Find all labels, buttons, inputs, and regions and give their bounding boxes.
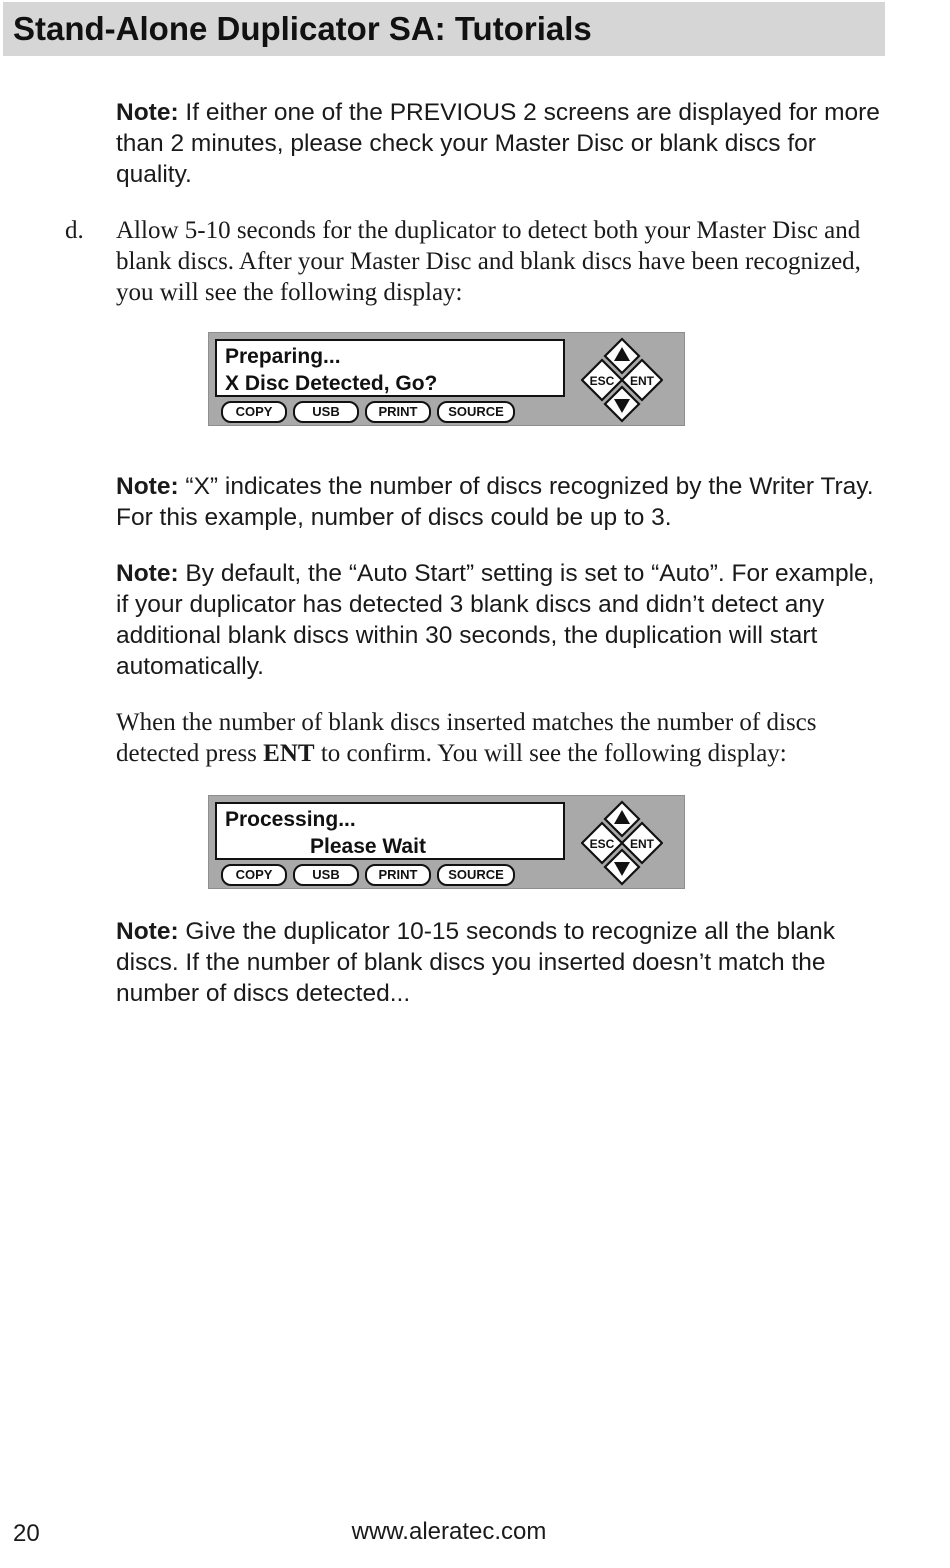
confirm-paragraph — [116, 707, 856, 769]
source-button[interactable]: SOURCE — [437, 401, 515, 423]
lcd-button-row — [221, 401, 515, 423]
note-text: If either one of the PREVIOUS 2 screens are displayed for more than 2 minutes, please check your Master Disc or blank discs for quality. — [116, 99, 880, 188]
usb-button[interactable]: USB — [293, 864, 359, 886]
footer-url-link[interactable]: www.aleratec.com — [351, 1518, 547, 1545]
lcd-display-processing — [208, 795, 685, 889]
step-letter-d: d. — [65, 217, 84, 244]
page-header — [3, 2, 885, 56]
ent-keyword: ENT — [263, 740, 315, 767]
confirm-text-before: When the number of blank discs inserted matches the number of discs detected press — [116, 709, 817, 767]
page-title: Stand-Alone Duplicator SA: Tutorials — [13, 10, 592, 47]
lcd-line-2: Please Wait — [310, 835, 426, 858]
confirm-text-after: to confirm. You will see the following display: — [314, 740, 787, 767]
usb-button[interactable]: USB — [293, 401, 359, 423]
esc-key-label: ESC — [589, 837, 615, 851]
note-label: Note: — [116, 918, 179, 945]
keypad-icon — [581, 337, 663, 423]
lcd-line-1: Processing... — [225, 808, 356, 831]
note-label: Note: — [116, 99, 179, 126]
ent-key-label: ENT — [630, 374, 654, 388]
note-text: By default, the “Auto Start” setting is set to “Auto”. For example, if your duplicator has detected 3 blank discs and didn’t detect any additional blank discs within 30 seconds, the duplication will start automatically. — [116, 560, 875, 680]
note-auto-start — [116, 558, 888, 682]
lcd-line-2: X Disc Detected, Go? — [225, 372, 438, 395]
lcd-screen — [215, 802, 565, 860]
print-button[interactable]: PRINT — [365, 864, 431, 886]
keypad-icon — [581, 800, 663, 886]
source-button[interactable]: SOURCE — [437, 864, 515, 886]
lcd-line-1: Preparing... — [225, 345, 341, 368]
note-text: “X” indicates the number of discs recognized by the Writer Tray. For this example, number of discs could be up to 3. — [116, 473, 874, 531]
lcd-screen — [215, 339, 565, 397]
lcd-button-row — [221, 864, 515, 886]
copy-button[interactable]: COPY — [221, 864, 287, 886]
note-label: Note: — [116, 560, 179, 587]
ent-key-label: ENT — [630, 837, 654, 851]
copy-button[interactable]: COPY — [221, 401, 287, 423]
note-x-meaning — [116, 471, 886, 533]
lcd-display-preparing — [208, 332, 685, 426]
print-button[interactable]: PRINT — [365, 401, 431, 423]
note-recognition-time — [116, 916, 881, 1009]
esc-key-label: ESC — [589, 374, 615, 388]
step-d-text: Allow 5-10 seconds for the duplicator to detect both your Master Disc and blank discs. After your Master Disc and blank discs have been recognized, you will see the following display: — [116, 217, 861, 306]
page-number: 20 — [13, 1520, 40, 1547]
note-label: Note: — [116, 473, 179, 500]
note-previous-screens — [116, 97, 886, 190]
note-text: Give the duplicator 10-15 seconds to recognize all the blank discs. If the number of blank discs you inserted doesn’t match the number of discs detected... — [116, 918, 836, 1007]
